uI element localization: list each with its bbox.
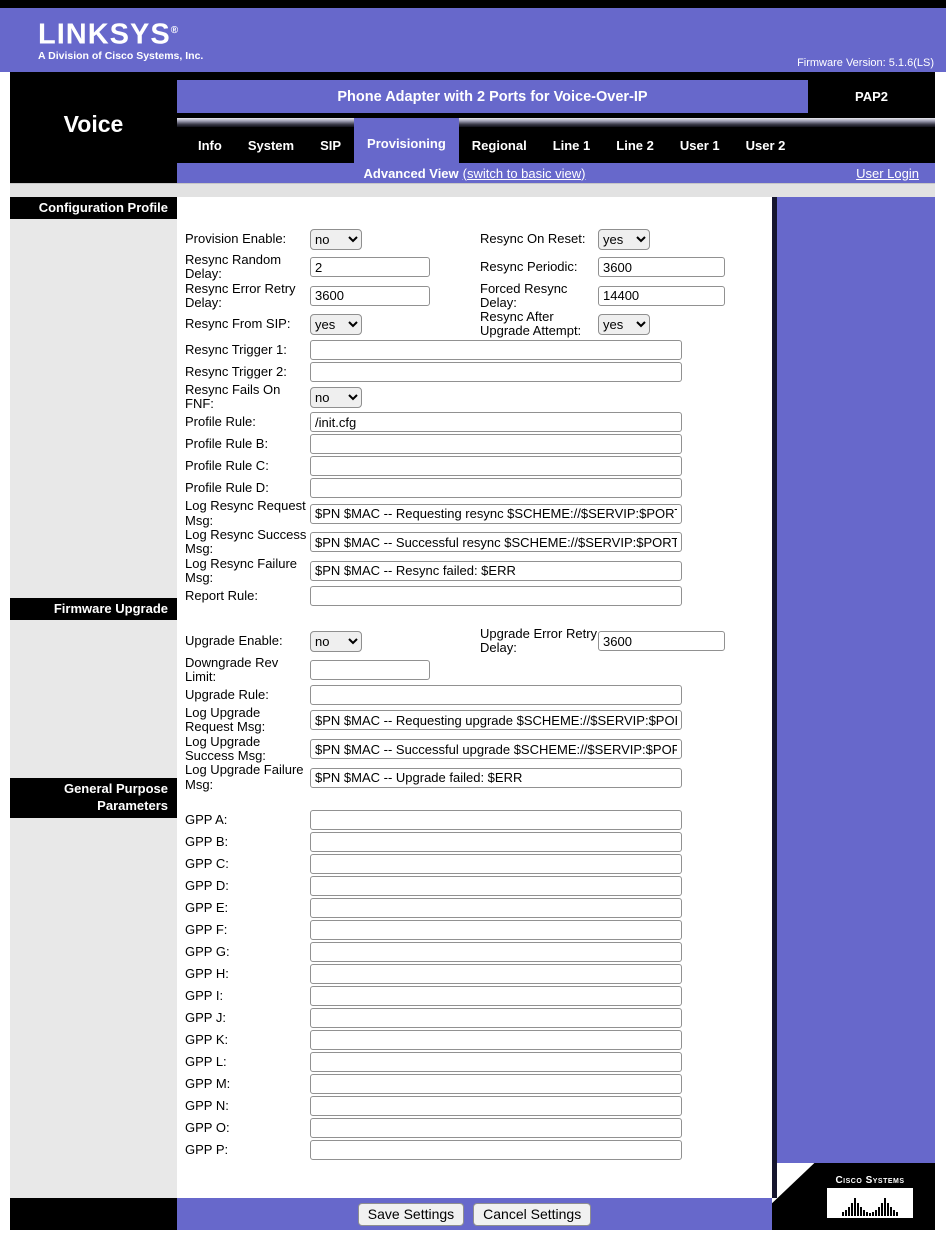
form-row-gpp-b bbox=[177, 831, 772, 853]
gpp-p-input[interactable] bbox=[310, 1140, 682, 1160]
tab-user-1[interactable]: User 1 bbox=[679, 137, 720, 153]
log-upgrade-failure-msg-label: Log Upgrade Failure Msg: bbox=[185, 762, 304, 792]
resync-from-sip-field-slot bbox=[310, 314, 480, 335]
tab-info[interactable]: Info bbox=[198, 137, 222, 153]
log-upgrade-failure-msg-input[interactable] bbox=[310, 768, 682, 788]
gpp-i-label: GPP I: bbox=[185, 987, 224, 1003]
log-resync-failure-msg-label: Log Resync Failure Msg: bbox=[185, 555, 297, 585]
gpp-i-input[interactable] bbox=[310, 986, 682, 1006]
form-row-gpp-o bbox=[177, 1117, 772, 1139]
log-resync-request-msg-input[interactable] bbox=[310, 504, 682, 524]
form-row-gpp-k bbox=[177, 1029, 772, 1051]
form-row-gpp-c bbox=[177, 853, 772, 875]
profile-rule-input[interactable] bbox=[310, 412, 682, 432]
form-row-gpp-f bbox=[177, 919, 772, 941]
form-row-log-resync-request-msg bbox=[177, 499, 772, 528]
form-row-log-resync-success-msg bbox=[177, 528, 772, 557]
sidebar bbox=[10, 197, 177, 1198]
tab-sip[interactable]: SIP bbox=[320, 137, 342, 153]
forced-resync-delay-label: Forced Resync Delay: bbox=[480, 280, 568, 310]
log-upgrade-request-msg-input[interactable] bbox=[310, 710, 682, 730]
gpp-c-input[interactable] bbox=[310, 854, 682, 874]
log-upgrade-request-msg-label: Log Upgrade Request Msg: bbox=[185, 705, 266, 735]
form-row-upgrade-rule bbox=[177, 684, 772, 706]
form-row-resync-random-delay bbox=[177, 253, 772, 282]
linksys-logo-text: LINKSYS® bbox=[38, 18, 180, 51]
gpp-e-label: GPP E: bbox=[185, 899, 229, 915]
resync-after-upgrade-attempt-select[interactable] bbox=[598, 314, 650, 335]
profile-rule-b-label: Profile Rule B: bbox=[185, 436, 269, 452]
save-settings-button[interactable]: Save Settings bbox=[358, 1203, 464, 1226]
gpp-m-input[interactable] bbox=[310, 1074, 682, 1094]
form-row-provision-enable bbox=[177, 225, 772, 253]
resync-trigger-2-label: Resync Trigger 2: bbox=[185, 363, 287, 379]
banner-row bbox=[177, 72, 935, 118]
resync-from-sip-label: Resync From SIP: bbox=[185, 316, 291, 332]
form-row-log-resync-failure-msg bbox=[177, 557, 772, 586]
report-rule-label: Report Rule: bbox=[185, 588, 258, 603]
resync-from-sip-select[interactable] bbox=[310, 314, 362, 335]
log-upgrade-success-msg-label: Log Upgrade Success Msg: bbox=[185, 733, 266, 764]
log-resync-failure-msg-input[interactable] bbox=[310, 561, 682, 581]
model-badge: PAP2 bbox=[855, 89, 888, 104]
voice-product-block bbox=[10, 72, 177, 183]
form-row-gpp-d bbox=[177, 875, 772, 897]
gpp-f-input[interactable] bbox=[310, 920, 682, 940]
form-row-gpp-g bbox=[177, 941, 772, 963]
form-row-gpp-e bbox=[177, 897, 772, 919]
resync-random-delay-input[interactable] bbox=[310, 257, 430, 277]
gpp-b-input[interactable] bbox=[310, 832, 682, 852]
log-resync-success-msg-input[interactable] bbox=[310, 532, 682, 552]
gpp-d-input[interactable] bbox=[310, 876, 682, 896]
gpp-p-label: GPP P: bbox=[185, 1141, 229, 1157]
advanced-view-label: Advanced View bbox=[363, 165, 459, 181]
form-row-profile-rule bbox=[177, 411, 772, 433]
profile-rule-c-label: Profile Rule C: bbox=[185, 458, 269, 474]
resync-on-reset-label: Resync On Reset: bbox=[480, 230, 586, 246]
cisco-systems-logo bbox=[827, 1175, 913, 1218]
tab-gradient-ridge bbox=[177, 118, 935, 127]
footer-left-block bbox=[10, 1198, 177, 1230]
voice-product-label: Voice bbox=[63, 111, 124, 137]
resync-trigger-2-input[interactable] bbox=[310, 362, 682, 382]
gpp-g-input[interactable] bbox=[310, 942, 682, 962]
gpp-c-label: GPP C: bbox=[185, 855, 229, 871]
gpp-m-label: GPP M: bbox=[185, 1075, 231, 1091]
form-row-gpp-l bbox=[177, 1051, 772, 1073]
form-row-gpp-a bbox=[177, 809, 772, 831]
gpp-a-input[interactable] bbox=[310, 810, 682, 830]
upgrade-error-retry-delay-input[interactable] bbox=[598, 631, 725, 651]
resync-after-upgrade-attempt-label: Resync After Upgrade Attempt: bbox=[480, 309, 582, 339]
cancel-settings-button[interactable]: Cancel Settings bbox=[473, 1203, 591, 1226]
form-row-gpp-h bbox=[177, 963, 772, 985]
log-upgrade-success-msg-input[interactable] bbox=[310, 739, 682, 759]
cisco-bridge-icon bbox=[827, 1188, 913, 1218]
resync-periodic-label: Resync Periodic: bbox=[480, 259, 578, 275]
resync-error-retry-delay-label: Resync Error Retry Delay: bbox=[185, 280, 296, 310]
form-row-upgrade-enable bbox=[177, 627, 772, 656]
tab-zone bbox=[177, 118, 935, 163]
form-row-gpp-j bbox=[177, 1007, 772, 1029]
user-login-link[interactable]: User Login bbox=[856, 165, 919, 181]
tab-user-2[interactable]: User 2 bbox=[745, 137, 786, 153]
form-row-resync-trigger-1 bbox=[177, 339, 772, 361]
forced-resync-delay-input[interactable] bbox=[598, 286, 725, 306]
tab-line-2[interactable]: Line 2 bbox=[616, 137, 654, 153]
form-row-gpp-n bbox=[177, 1095, 772, 1117]
gpp-k-label: GPP K: bbox=[185, 1031, 229, 1047]
general-purpose-parameters-section bbox=[177, 809, 772, 1161]
form-row-profile-rule-c bbox=[177, 455, 772, 477]
downgrade-rev-limit-input[interactable] bbox=[310, 660, 430, 680]
form-row-profile-rule-b bbox=[177, 433, 772, 455]
configuration-profile-section bbox=[177, 225, 772, 607]
cisco-systems-wordmark: Cisco Systems bbox=[835, 1175, 905, 1186]
form-row-log-upgrade-failure-msg bbox=[177, 763, 772, 792]
gpp-o-input[interactable] bbox=[310, 1118, 682, 1138]
resync-error-retry-delay-field-slot bbox=[310, 286, 480, 306]
firmware-version: Firmware Version: 5.1.6(LS) bbox=[797, 57, 934, 69]
upgrade-enable-field-slot bbox=[310, 631, 480, 652]
product-title-banner bbox=[177, 80, 808, 113]
gpp-o-label: GPP O: bbox=[185, 1119, 230, 1135]
tab-provisioning[interactable]: Provisioning bbox=[354, 118, 459, 163]
provision-enable-field-slot bbox=[310, 229, 480, 250]
registered-mark: ® bbox=[170, 25, 180, 36]
upgrade-rule-input[interactable] bbox=[310, 685, 682, 705]
firmware-upgrade-section bbox=[177, 627, 772, 792]
profile-rule-label: Profile Rule: bbox=[185, 414, 256, 430]
product-title: Phone Adapter with 2 Ports for Voice-Over-IP bbox=[337, 88, 648, 105]
resync-trigger-1-input[interactable] bbox=[310, 340, 682, 360]
gpp-l-label: GPP L: bbox=[185, 1053, 227, 1069]
profile-rule-c-input[interactable] bbox=[310, 456, 682, 476]
form-row-resync-from-sip bbox=[177, 310, 772, 339]
form-row-resync-fails-on-fnf bbox=[177, 383, 772, 412]
form-row-gpp-m bbox=[177, 1073, 772, 1095]
form-row-profile-rule-d bbox=[177, 477, 772, 499]
masthead bbox=[0, 8, 946, 72]
tab-bar bbox=[177, 127, 935, 163]
profile-rule-d-label: Profile Rule D: bbox=[185, 480, 269, 496]
gpp-n-label: GPP N: bbox=[185, 1097, 229, 1113]
resync-random-delay-field-slot bbox=[310, 257, 480, 277]
form-row-gpp-i bbox=[177, 985, 772, 1007]
form-row-log-upgrade-request-msg bbox=[177, 706, 772, 735]
upgrade-enable-label: Upgrade Enable: bbox=[185, 633, 283, 649]
gpp-j-label: GPP J: bbox=[185, 1009, 226, 1025]
log-resync-success-msg-label: Log Resync Success Msg: bbox=[185, 526, 307, 557]
provision-enable-select[interactable] bbox=[310, 229, 362, 250]
gpp-d-label: GPP D: bbox=[185, 877, 229, 893]
gpp-l-input[interactable] bbox=[310, 1052, 682, 1072]
form-row-resync-trigger-2 bbox=[177, 361, 772, 383]
tab-system[interactable]: System bbox=[247, 137, 295, 153]
gpp-n-input[interactable] bbox=[310, 1096, 682, 1116]
form-row-downgrade-rev-limit bbox=[177, 656, 772, 685]
gpp-f-label: GPP F: bbox=[185, 921, 228, 937]
section-header-firmware-upgrade: Firmware Upgrade bbox=[10, 598, 177, 620]
gpp-b-label: GPP B: bbox=[185, 833, 229, 849]
log-resync-request-msg-label: Log Resync Request Msg: bbox=[185, 498, 306, 528]
gpp-j-input[interactable] bbox=[310, 1008, 682, 1028]
tab-regional[interactable]: Regional bbox=[471, 137, 527, 153]
resync-periodic-input[interactable] bbox=[598, 257, 725, 277]
switch-basic-view-link[interactable]: (switch to basic view) bbox=[462, 165, 586, 181]
upgrade-rule-label: Upgrade Rule: bbox=[185, 687, 269, 703]
report-rule-input[interactable] bbox=[310, 586, 682, 606]
section-header-configuration-profile: Configuration Profile bbox=[10, 197, 177, 219]
resync-random-delay-label: Resync Random Delay: bbox=[185, 252, 282, 282]
resync-trigger-1-label: Resync Trigger 1: bbox=[185, 341, 287, 357]
gpp-e-input[interactable] bbox=[310, 898, 682, 918]
tab-line-1[interactable]: Line 1 bbox=[552, 137, 591, 153]
section-header-general-purpose-parameters: General Purpose Parameters bbox=[10, 778, 177, 818]
resync-on-reset-select[interactable] bbox=[598, 229, 650, 250]
gpp-a-label: GPP A: bbox=[185, 811, 228, 827]
profile-rule-b-input[interactable] bbox=[310, 434, 682, 454]
gpp-k-input[interactable] bbox=[310, 1030, 682, 1050]
gray-divider-strip bbox=[10, 183, 935, 197]
top-border bbox=[0, 0, 946, 8]
gpp-h-input[interactable] bbox=[310, 964, 682, 984]
gpp-g-label: GPP G: bbox=[185, 943, 230, 959]
right-purple-column bbox=[777, 197, 935, 1163]
resync-fails-on-fnf-select[interactable] bbox=[310, 387, 362, 408]
footer-action-bar bbox=[177, 1198, 772, 1230]
form-row-log-upgrade-success-msg bbox=[177, 735, 772, 764]
gpp-h-label: GPP H: bbox=[185, 965, 229, 981]
linksys-logo bbox=[38, 16, 203, 62]
upgrade-error-retry-delay-label: Upgrade Error Retry Delay: bbox=[480, 626, 598, 656]
profile-rule-d-input[interactable] bbox=[310, 478, 682, 498]
resync-fails-on-fnf-label: Resync Fails On FNF: bbox=[185, 381, 281, 412]
form-row-resync-error-retry-delay bbox=[177, 282, 772, 311]
form-row-gpp-p bbox=[177, 1139, 772, 1161]
resync-error-retry-delay-input[interactable] bbox=[310, 286, 430, 306]
linksys-tagline: A Division of Cisco Systems, Inc. bbox=[38, 49, 204, 62]
provision-enable-label: Provision Enable: bbox=[185, 230, 287, 246]
upgrade-enable-select[interactable] bbox=[310, 631, 362, 652]
downgrade-rev-limit-label: Downgrade Rev Limit: bbox=[185, 654, 279, 684]
view-mode-center bbox=[177, 163, 772, 183]
form-row-report-rule bbox=[177, 585, 772, 607]
view-mode-strip bbox=[177, 163, 935, 183]
form-content bbox=[177, 197, 772, 1198]
user-login-container bbox=[856, 163, 919, 183]
